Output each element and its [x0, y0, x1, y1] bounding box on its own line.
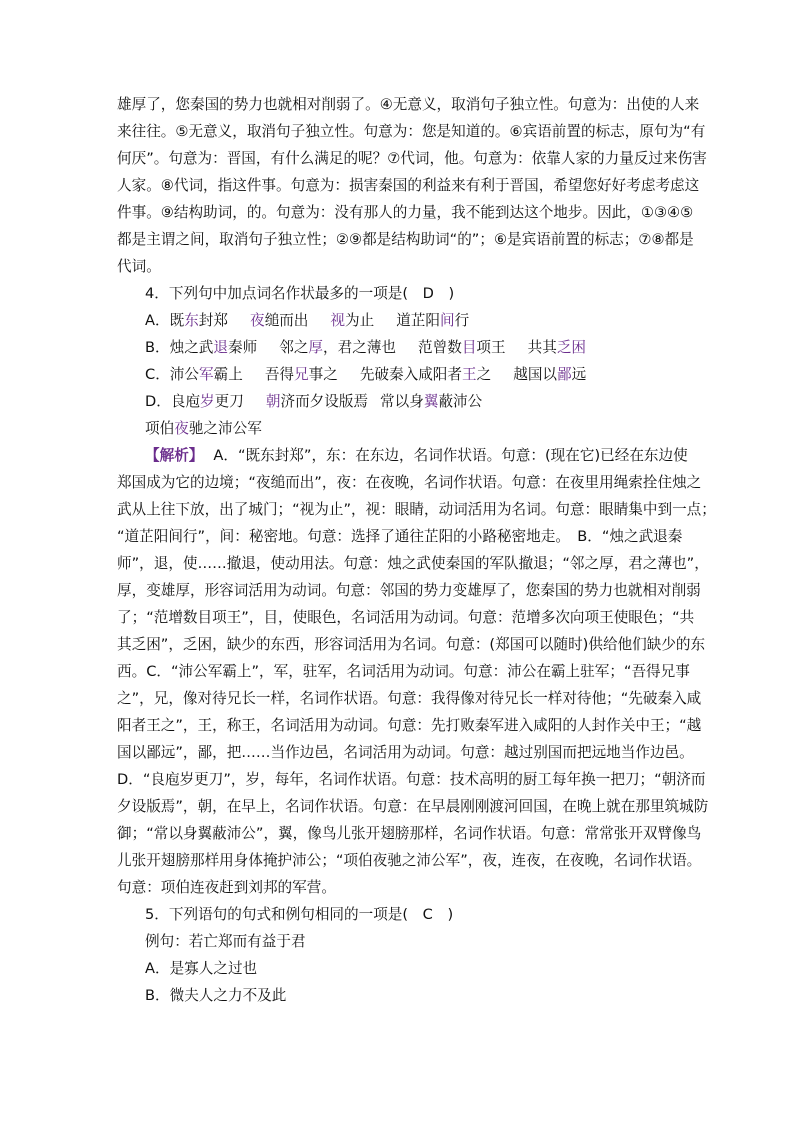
analysis-line: 武从上往下放，出了城门；“视为止”，视：眼睛，动词活用为名词。句意：眼睛集中到一点；	[117, 501, 716, 518]
analysis-line: “道芷阳间行”，间：秘密地。句意：选择了通往芷阳的小路秘密地走。 B．“烛之武退秦	[117, 528, 683, 545]
analysis-line: 阳者王之”，王，称王，名词活用为动词。句意：先打败秦军进入咸阳的人封作关中王；“越	[117, 717, 702, 734]
option-text: 沛公	[169, 366, 199, 383]
analysis-line: 西。C．“沛公军霸上”，军，驻军，名词活用为动词。句意：沛公在霸上驻军；“吾得兄事	[117, 663, 690, 680]
option-text: 秦师	[228, 339, 258, 356]
dotted-word: 视	[330, 312, 346, 329]
option-text: 驰之沛公军	[188, 420, 262, 437]
paragraph-line: 人家。⑧代词，指这件事。句意为：损害秦国的利益来有利于晋国，希望您好好考虑考虑这	[117, 177, 700, 194]
analysis-text: A．“既东封郑”，东：在东边，名词作状语。句意：(现在它)已经在东边使	[213, 447, 688, 464]
paragraph-line: 件事。⑨结构助词，的。句意为：没有那人的力量，我不能到达这个地步。因此，①③④⑤	[117, 204, 694, 221]
option-text: 济而夕设版焉	[280, 393, 369, 410]
analysis-line	[145, 446, 688, 466]
paragraph-line: 何厌”。句意为：晋国，有什么满足的呢？⑦代词，他。句意为：依靠人家的力量反过来伤害	[117, 150, 707, 167]
dotted-word: 退	[213, 339, 229, 356]
option-text: 之	[476, 366, 492, 383]
q4-option-d	[145, 392, 482, 412]
option-text: 吾得	[264, 366, 295, 383]
dotted-word: 朝	[265, 393, 281, 410]
analysis-line: 国以鄙远”，鄙，把……当作边邑，名词活用为动词。句意：越过别国而把远地当作边邑。	[117, 744, 694, 761]
q4-option-b	[145, 338, 586, 358]
option-text: 邻之	[279, 339, 309, 356]
option-text: 事之	[308, 366, 338, 383]
option-text: 项伯	[145, 420, 175, 437]
option-text: 项王	[476, 339, 506, 356]
dotted-word: 间	[440, 312, 455, 329]
analysis-line: 句意：项伯连夜赶到刘邦的军营。	[117, 879, 336, 896]
dotted-word: 军	[199, 366, 214, 383]
dotted-word: 夜	[174, 420, 189, 437]
option-label: D．	[145, 393, 171, 410]
option-label: C．	[145, 366, 170, 383]
dotted-word: 鄙	[557, 366, 572, 383]
paragraph-line: 代词。	[117, 258, 161, 275]
option-text: 先破秦入咸阳者	[359, 366, 462, 383]
option-text: 封郑	[198, 312, 228, 329]
analysis-line: 师”，退，使……撤退，使动用法。句意：烛之武使秦国的军队撤退；“邻之厚，君之薄也”，	[117, 555, 709, 572]
dotted-word: 目	[461, 339, 477, 356]
q4-option-c	[145, 365, 586, 385]
option-text: 常以身	[380, 393, 424, 410]
option-text: 霸上	[213, 366, 243, 383]
question-4-stem: 4．下列句中加点词名作状最多的一项是( D )	[145, 285, 455, 302]
option-label: A．	[145, 312, 170, 329]
analysis-tag: 【解析】	[145, 447, 204, 464]
dotted-word: 王	[462, 366, 477, 383]
option-text: 共其	[527, 339, 557, 356]
option-text: 良庖	[170, 393, 201, 410]
dotted-word: 翼	[423, 393, 439, 410]
option-text: 远	[571, 366, 587, 383]
option-text: 更刀	[214, 393, 244, 410]
question-5-stem: 5．下列语句的句式和例句相同的一项是( C )	[145, 906, 454, 923]
question-5-example: 例句：若亡郑而有益于君	[145, 933, 306, 950]
q4-option-d-continued	[145, 419, 262, 439]
dotted-word: 厚	[308, 339, 324, 356]
option-label: B．	[145, 339, 170, 356]
analysis-line: D．“良庖岁更刀”，岁，每年，名词作状语。句意：技术高明的厨工每年换一把刀；“朝济而	[117, 771, 706, 788]
analysis-line: 郑国成为它的边境；“夜缒而出”，夜：在夜晚，名词作状语。句意：在夜里用绳索拴住烛之	[117, 474, 702, 491]
option-text: ，君之薄也	[323, 339, 397, 356]
dotted-word: 东	[184, 312, 199, 329]
analysis-line: 御；“常以身翼蔽沛公”，翼，像鸟儿张开翅膀那样，名词作状语。句意：常常张开双臂像鸟	[117, 825, 702, 842]
option-text: 范曾数	[418, 339, 462, 356]
option-text: 为止	[345, 312, 375, 329]
dotted-word: 夜	[250, 312, 265, 329]
analysis-line: 了；“范增数目项王”，目，使眼色，名词活用为动词。句意：范增多次向项王使眼色；“共	[117, 609, 695, 626]
analysis-line: 厚，变雄厚，形容词活用为动词。句意：邻国的势力变雄厚了，您秦国的势力也就相对削弱	[117, 582, 701, 599]
option-text: 越国以	[513, 366, 558, 383]
analysis-line: 夕设版焉”，朝，在早上，名词作状语。句意：在早晨刚刚渡河回国，在晚上就在那里筑城防	[117, 798, 709, 815]
paragraph-line: 都是主谓之间，取消句子独立性；②⑨都是结构助词“的”；⑥是宾语前置的标志；⑦⑧都是	[117, 231, 694, 248]
paragraph-line: 来往往。⑤无意义，取消句子独立性。句意为：您是知道的。⑥宾语前置的标志，原句为“有	[117, 123, 706, 140]
dotted-word: 岁	[200, 393, 215, 410]
q4-option-a	[145, 311, 469, 331]
analysis-line: 其乏困”，乏困，缺少的东西，形容词活用为名词。句意：(郑国可以随时)供给他们缺少的东	[117, 636, 706, 653]
option-text: 烛之武	[169, 339, 214, 356]
q5-option-a: A．是寡人之过也	[145, 960, 258, 977]
option-text: 道芷阳	[396, 312, 441, 329]
option-text: 蔽沛公	[438, 393, 483, 410]
option-text: 缒而出	[264, 312, 309, 329]
option-text: 既	[169, 312, 185, 329]
q5-option-b: B．微夫人之力不及此	[145, 987, 287, 1004]
dotted-word: 兄	[294, 366, 309, 383]
paragraph-line: 雄厚了，您秦国的势力也就相对削弱了。④无意义，取消句子独立性。句意为：出使的人来	[117, 96, 700, 113]
analysis-line: 儿张开翅膀那样用身体掩护沛公；“项伯夜驰之沛公军”，夜，连夜，在夜晚，名词作状语。	[117, 852, 702, 869]
analysis-line: 之”，兄，像对待兄长一样，名词作状语。句意：我得像对待兄长一样对待他；“先破秦入咸	[117, 690, 702, 707]
dotted-word: 乏困	[556, 339, 587, 356]
option-text: 行	[454, 312, 470, 329]
